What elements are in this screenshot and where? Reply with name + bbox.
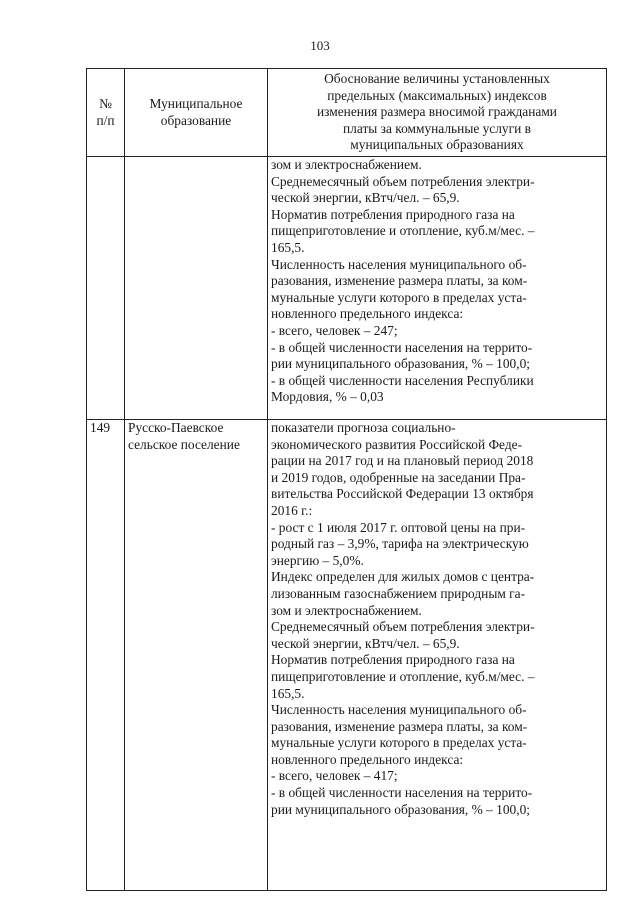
table-row	[87, 157, 607, 420]
table-row	[87, 420, 607, 891]
header-justification-line: платы за коммунальные услуги в	[343, 120, 531, 136]
justification-line: родный газ – 3,9%, тарифа на электрическую	[271, 536, 529, 552]
justification-line: ческой энергии, кВтч/чел. – 65,9.	[271, 635, 460, 651]
header-number	[87, 69, 125, 157]
row-number	[87, 157, 125, 420]
header-municipality-line-2: образование	[160, 112, 232, 128]
justification-line: Норматив потребления природного газа на	[271, 652, 515, 668]
table-header-row	[87, 69, 607, 157]
justification-line: рации на 2017 год и на плановый период 2018	[271, 453, 534, 469]
row-justification	[268, 420, 607, 891]
header-justification-line: предельных (максимальных) индексов	[327, 87, 547, 103]
justification-line: рии муниципального образования, % – 100,0;	[271, 356, 531, 372]
header-municipality	[125, 69, 268, 157]
justification-line: мунальные услуги которого в пределах уста-	[271, 735, 527, 751]
justification-line: ческой энергии, кВтч/чел. – 65,9.	[271, 190, 460, 206]
justification-line: 2016 г.:	[271, 502, 313, 518]
justification-line: разования, изменение размера платы, за ком-	[271, 718, 528, 734]
justification-line: Численность населения муниципального об-	[271, 256, 527, 272]
justification-line: - в общей численности населения на террито-	[271, 339, 533, 355]
justification-line: пищеприготовление и отопление, куб.м/мес. –	[271, 223, 535, 239]
header-justification	[268, 69, 607, 157]
justification-line: Среднемесячный объем потребления электри-	[271, 619, 535, 635]
tariff-index-table	[86, 68, 607, 891]
justification-line: 165,5.	[271, 685, 305, 701]
justification-line: - в общей численности населения на террито-	[271, 785, 533, 801]
row-municipality	[125, 420, 268, 891]
justification-line: показатели прогноза социально-	[271, 420, 456, 435]
justification-line: Индекс определен для жилых домов с центра-	[271, 569, 535, 585]
justification-line: экономического развития Российской Феде-	[271, 436, 523, 452]
justification-line: лизованным газоснабжением природным га-	[271, 585, 526, 601]
justification-line: новленного предельного индекса:	[271, 306, 464, 322]
justification-line: рии муниципального образования, % – 100,0;	[271, 801, 531, 817]
row-justification	[268, 157, 607, 420]
justification-line: пищеприготовление и отопление, куб.м/мес. –	[271, 668, 535, 684]
justification-line: Численность населения муниципального об-	[271, 702, 527, 718]
justification-line: Мордовия, % – 0,03	[271, 389, 384, 405]
justification-line: мунальные услуги которого в пределах уста-	[271, 289, 527, 305]
justification-line: и 2019 годов, одобренные на заседании Пра-	[271, 469, 526, 485]
row-number: 149	[87, 420, 125, 891]
header-number-line-2: п/п	[96, 112, 115, 128]
row-municipality	[125, 157, 268, 420]
page-number: 103	[310, 38, 330, 53]
justification-line: энергию – 5,0%.	[271, 552, 364, 568]
header-municipality-line-1: Муниципальное	[149, 95, 243, 111]
justification-line: - всего, человек – 247;	[271, 322, 398, 338]
justification-line: зом и электроснабжением.	[271, 157, 422, 172]
justification-line: вительства Российской Федерации 13 октября	[271, 486, 534, 502]
justification-line: новленного предельного индекса:	[271, 751, 464, 767]
justification-line: зом и электроснабжением.	[271, 602, 422, 618]
header-justification-line: муниципальных образованиях	[350, 137, 524, 153]
justification-line: - в общей численности населения Республики	[271, 372, 534, 388]
justification-line: разования, изменение размера платы, за ком-	[271, 273, 528, 289]
justification-line: - рост с 1 июля 2017 г. оптовой цены на при-	[271, 519, 526, 535]
header-number-line-1: №	[99, 95, 112, 111]
header-justification-line: изменения размера вносимой гражданами	[317, 104, 557, 120]
row-municipality-line: сельское поселение	[128, 436, 240, 452]
justification-line: Среднемесячный объем потребления электри-	[271, 173, 535, 189]
justification-line: - всего, человек – 417;	[271, 768, 398, 784]
justification-line: Норматив потребления природного газа на	[271, 206, 515, 222]
header-justification-line: Обоснование величины установленных	[324, 71, 550, 87]
justification-line: 165,5.	[271, 239, 305, 255]
row-municipality-line: Русско-Паевское	[128, 420, 224, 435]
